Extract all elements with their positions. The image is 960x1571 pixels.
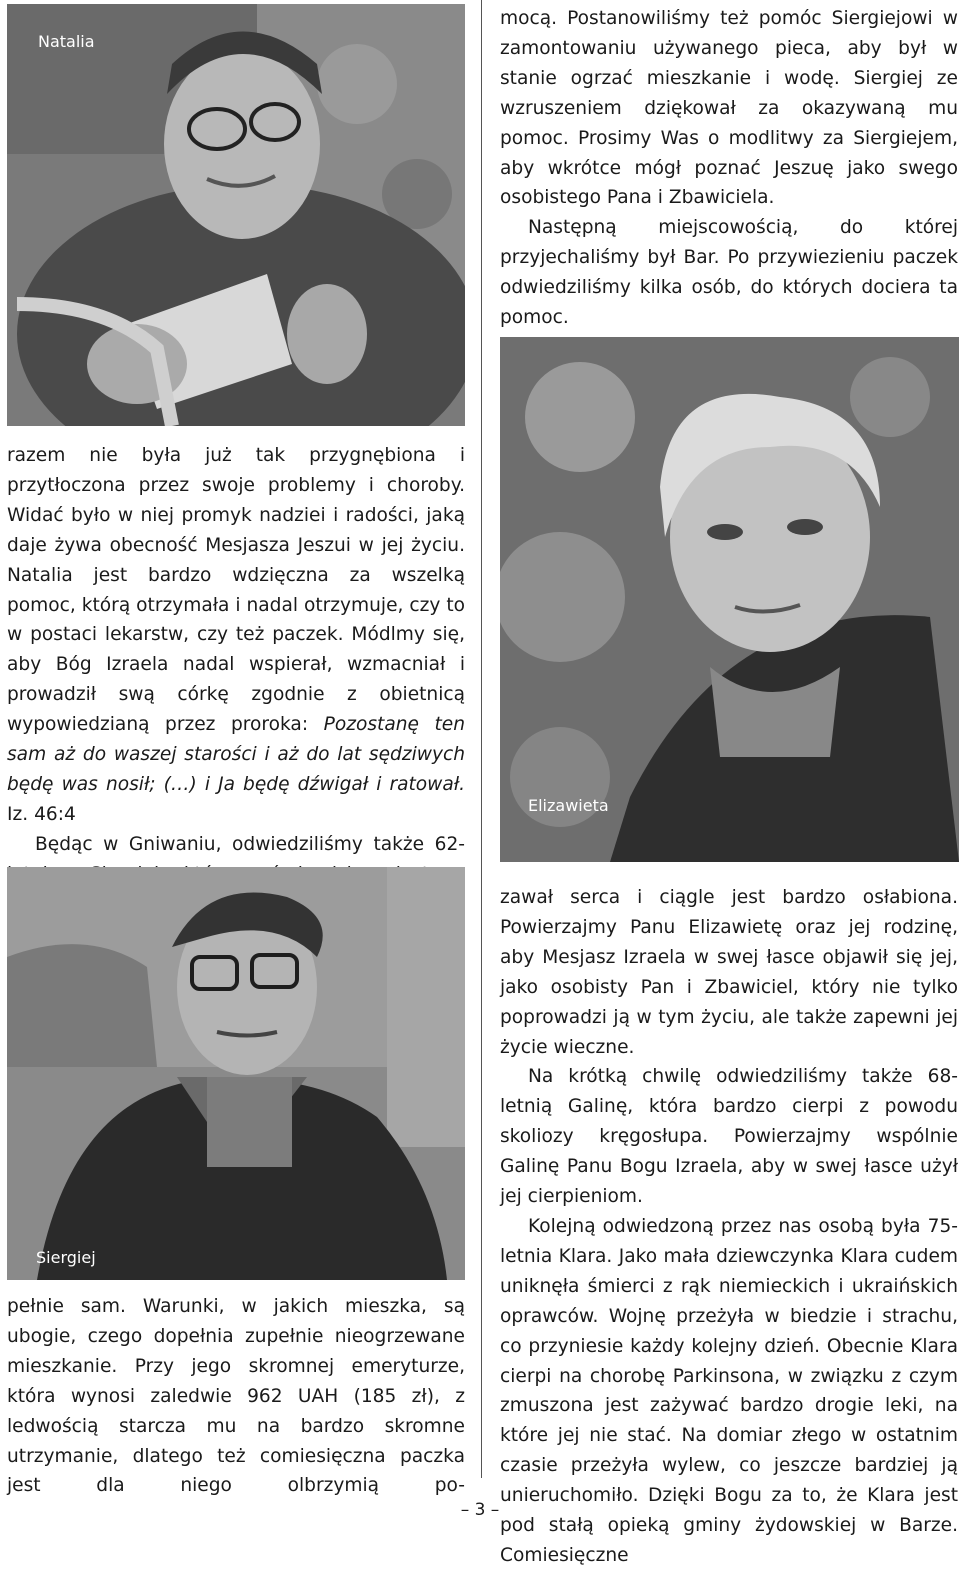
paragraph: pełnie sam. Warunki, w jakich mieszka, są ubogie, czego dopełnia zupełnie nieogrzewane mieszkanie. Przy jego skromnej emeryturze, która wynosi zaledwie 962 UAH (185 zł), z ledwością starcza mu na bardzo skromne utrzymanie, dlatego też comiesięczna paczka jest dla niego olbrzymią po- [7, 1296, 465, 1497]
paragraph: mocą. Postanowiliśmy też pomóc Siergiejowi w zamontowaniu używanego pieca, aby był w stanie ogrzać mieszkanie i wodę. Siergiej ze wzruszeniem dziękował za okazywaną mu pomoc. Prosimy Was o modlitwy za Siergiejem, aby wkrótce mógł poznać Jeszuę jako swego osobistego Pana i Zbawiciela. [500, 8, 958, 209]
paragraph: zawał serca i ciągle jest bardzo osłabiona. Powierzajmy Panu Elizawietę oraz jej rodzinę, aby Mesjasz Izraela w swej łasce objawił się jej, jako osobisty Pan i Zbawiciel, który nie tylko poprowadzi ją w tym życiu, ale także zapewni jej życie wieczne. [500, 887, 958, 1058]
elizawieta-portrait-image [500, 337, 959, 862]
paragraph: Kolejną odwiedzoną przez nas osobą była 75-letnia Klara. Jako mała dziewczynka Klara cudem uniknęła śmierci z rąk niemieckich i ukraińskich oprawców. Wojnę przeżyła w biedzie i strachu, co przyniesie każdy kolejny dzień. Obecnie Klara cierpi na chorobę Parkinsona, w związku z czym zmuszona jest zażywać bardzo drogie leki, na które jej nie stać. Na domiar złego w ostatnim czasie przeżyła wylew, co jeszcze bardziej ją unieruchomiło. Dzięki Bogu za to, że Klara jest pod stałą opieką gminy żydowskiej w Barze. Comiesięczne [500, 1215, 958, 1566]
scripture-reference: Iz. 46:4 [7, 803, 76, 825]
paragraph: Następną miejscowością, do której przyjechaliśmy był Bar. Po przywiezieniu paczek odwiedziliśmy kilka osób, do których dociera ta pomoc. [500, 217, 958, 329]
left-bottom-text [7, 1292, 465, 1501]
scripture-quote: Pozostanę ten sam aż do waszej starości i aż do lat sędziwych będę was nosił; (…) i Ja będę dźwigał i ratował. [7, 714, 465, 795]
column-divider [481, 0, 482, 1478]
paragraph: Będąc w Gniwaniu, odwiedziliśmy także 62- [35, 833, 465, 855]
caption-natalia: Natalia [38, 32, 95, 51]
photo-siergiej [7, 867, 465, 1280]
right-bottom-text [500, 883, 958, 1571]
page-number: – 3 – [460, 1500, 500, 1520]
left-middle-text [7, 441, 465, 890]
photo-natalia [7, 4, 465, 426]
paragraph [7, 441, 465, 830]
caption-elizawieta: Elizawieta [528, 796, 609, 815]
caption-siergiej: Siergiej [36, 1248, 96, 1267]
photo-elizawieta [500, 337, 959, 862]
paragraph: Na krótką chwilę odwiedziliśmy także 68-letnią Galinę, która bardzo cierpi z powodu skoliozy kręgosłupa. Powierzajmy wspólnie Galinę Panu Bogu Izraela, aby w swej łasce użył jej cierpieniom. [500, 1066, 958, 1208]
paragraph-body: razem nie była już tak przygnębiona i przytłoczona przez swoje problemy i choroby. Widać było w niej promyk nadziei i radości, jaką daje żywa obecność Mesjasza Jeszui w jej życiu. Natalia jest bardzo wdzięczna za wszelką pomoc, którą otrzymała i nadal otrzymuje, czy to w postaci lekarstw, czy też paczek. Módlmy się, aby Bóg Izraela nadal wspierał, wzmacniał i prowadził swą córkę zgodnie z obietnicą wypowiedzianą przez proroka: [7, 445, 465, 736]
natalia-portrait-image [7, 4, 465, 426]
siergiej-portrait-image [7, 867, 465, 1280]
